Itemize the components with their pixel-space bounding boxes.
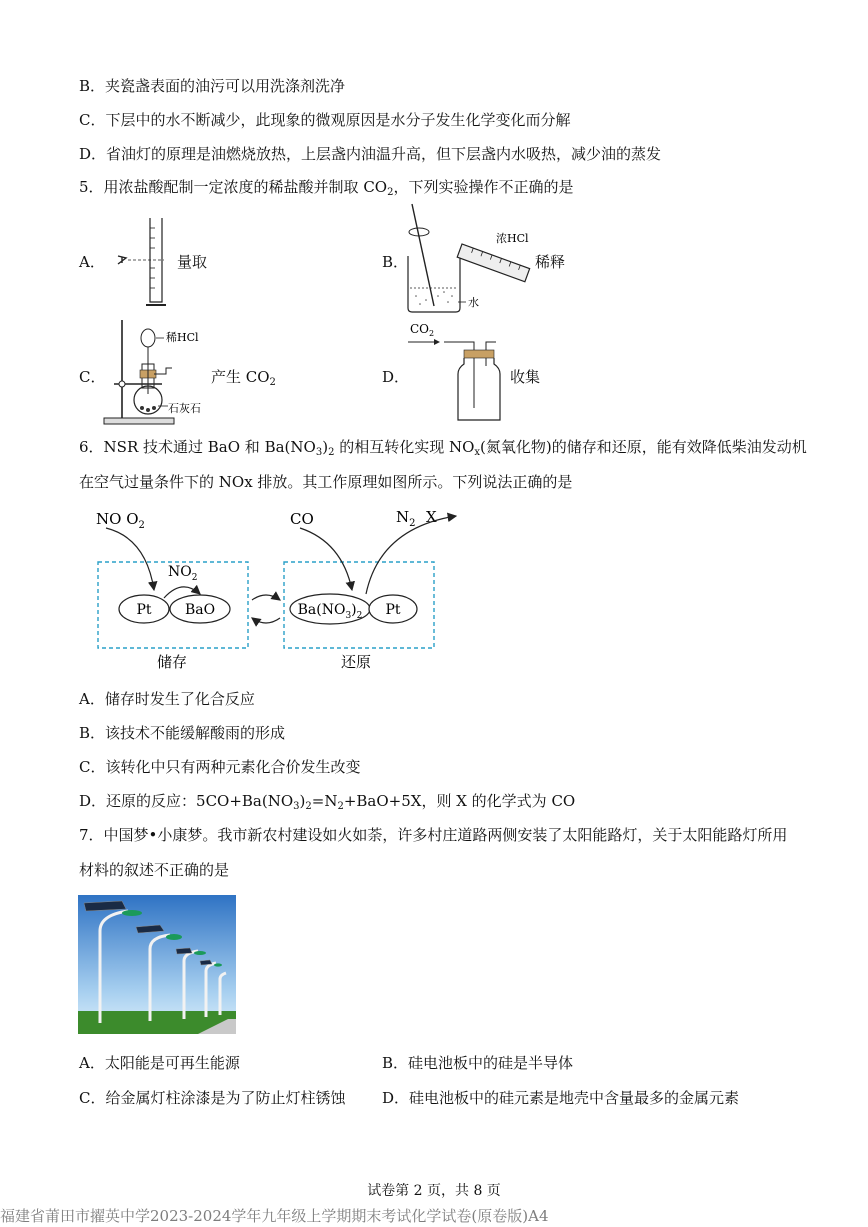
acid-cylinder: [457, 244, 529, 282]
q6-option-c: C．该转化中只有两种元素化合价发生改变: [79, 758, 361, 776]
co-arrow: [300, 528, 352, 590]
q7-option-b: B．硅电池板中的硅是半导体: [382, 1054, 574, 1072]
cycle-arrow-bottom: [252, 618, 280, 623]
co2-inlet-label: $CO_2$: [410, 322, 435, 338]
watermark: 福建省莆田市擢英中学2023-2024学年九年级上学期期末考试化学试卷(原卷版)A4: [0, 1207, 549, 1225]
q5-option-c-letter: C．: [79, 368, 106, 386]
page-footer: 试卷第 2 页，共 8 页: [367, 1183, 501, 1199]
reduction-label: 还原: [340, 653, 372, 671]
q6-stem-line1: 6．NSR 技术通过 BaO 和 $Ba(NO_3)_2$ 的相互转化实现 $NO_x$(氮氧化物)的储存和还原，能有效降低柴油发动机: [79, 438, 807, 458]
input-gases-label: NO $O_2$: [96, 510, 145, 531]
q5-option-d-letter: D．: [382, 368, 410, 386]
no2-label: $NO_2$: [168, 564, 198, 583]
conc-hcl-label: 浓HCl: [496, 232, 529, 245]
q7-option-c: C．给金属灯柱涂漆是为了防止灯柱锈蚀: [79, 1089, 346, 1107]
q7-option-a: A．太阳能是可再生能源: [79, 1054, 240, 1072]
q7-stem-line2: 材料的叙述不正确的是: [79, 861, 230, 879]
pt-label-left: Pt: [136, 602, 152, 618]
iron-stand-base: [104, 418, 174, 424]
q5-option-a-label: 量取: [177, 253, 208, 271]
gas-collection-figure: [400, 316, 510, 426]
collection-bottle: [458, 358, 500, 420]
co2-generator-figure: [100, 316, 220, 428]
x-label: X: [426, 508, 437, 526]
n2-label: $N_2$: [396, 508, 416, 529]
bao-label: BaO: [184, 602, 216, 618]
solar-street-lamp-photo: [78, 895, 236, 1034]
q4-option-b: B．夹瓷盏表面的油污可以用洗涤剂洗净: [79, 77, 346, 95]
q5-option-c-label: 产生 $CO_2$: [211, 368, 276, 388]
storage-label: 储存: [156, 653, 188, 671]
cycle-arrow-top: [252, 595, 280, 600]
q6-option-b: B．该技术不能缓解酸雨的形成: [79, 724, 286, 742]
water-label: 水: [468, 296, 479, 309]
nsr-diagram: [90, 502, 470, 672]
graduated-cylinder-figure: [104, 210, 184, 310]
q7-option-d: D．硅电池板中的硅元素是地壳中含量最多的金属元素: [382, 1089, 740, 1107]
arrow-right-icon: [434, 339, 440, 345]
q4-option-d: D．省油灯的原理是油燃烧放热，上层盏内油温升高，但下层盏内水吸热，减少油的蒸发: [79, 145, 662, 163]
glass-rod: [412, 204, 434, 306]
q5-option-a-letter: A．: [79, 253, 105, 271]
stopper: [464, 350, 494, 358]
q7-stem-line1: 7．中国梦•小康梦。我市新农村建设如火如荼，许多村庄道路两侧安装了太阳能路灯，关于太阳能路灯所用: [79, 826, 788, 844]
co-label: CO: [290, 510, 314, 528]
q5-option-b-label: 稀释: [535, 253, 566, 271]
q5-option-d-label: 收集: [510, 368, 541, 386]
eye-icon: [118, 256, 126, 264]
q5-option-b-letter: B．: [382, 253, 409, 271]
q6-option-a: A．储存时发生了化合反应: [79, 690, 255, 708]
dilute-hcl-label: 稀HCl: [166, 331, 199, 344]
separatory-funnel: [141, 329, 155, 347]
q6-option-d: D．还原的反应：$5CO+Ba(NO_3)_2=N_2+BaO+5X$，则 X 的化学式为 CO: [79, 792, 576, 812]
input-arrow: [106, 528, 154, 590]
bano3-label: $Ba(NO_3)_2$: [297, 602, 363, 621]
q5-stem: 5．用浓盐酸配制一定浓度的稀盐酸并制取 $CO_2$，下列实验操作不正确的是: [79, 178, 574, 198]
pt-label-right: Pt: [385, 602, 401, 618]
q6-stem-line2: 在空气过量条件下的 NOx 排放。其工作原理如图所示。下列说法正确的是: [79, 473, 573, 491]
dilution-figure: [400, 200, 540, 322]
q4-option-c: C．下层中的水不断减少，此现象的微观原因是水分子发生化学变化而分解: [79, 111, 571, 129]
limestone-label: 石灰石: [168, 402, 201, 415]
